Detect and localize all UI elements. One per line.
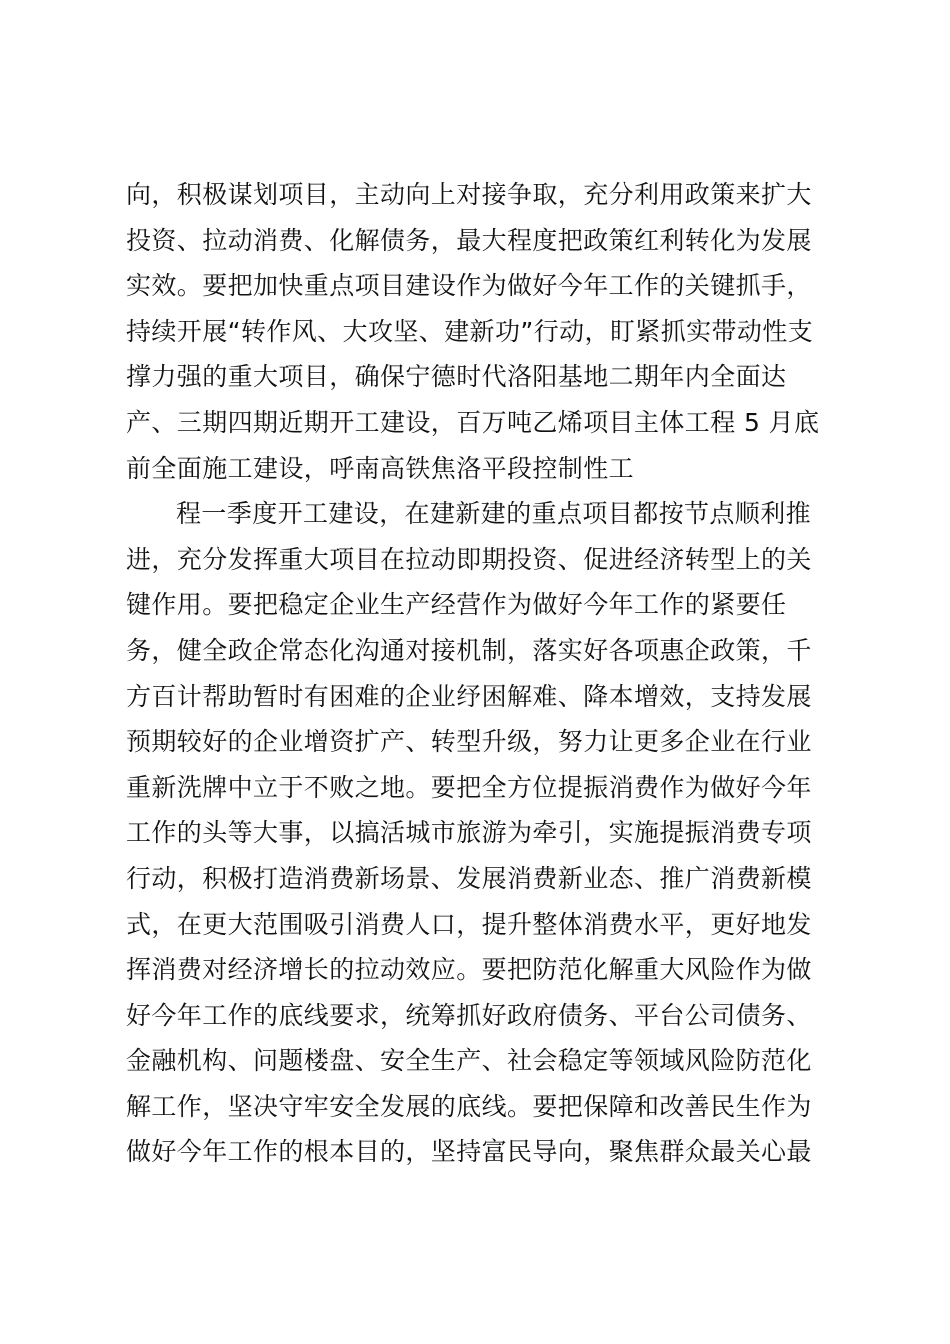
text-line: 做好今年工作的根本目的，坚持富民导向，聚焦群众最关心最 [126, 1137, 812, 1167]
text-line: 方百计帮助暂时有困难的企业纾困解难、降本增效，支持发展 [126, 681, 812, 711]
body-text [126, 172, 826, 1175]
text-line: 投资、拉动消费、化解债务，最大程度把政策红利转化为发展 [126, 225, 812, 255]
text-line: 产、三期四期近期开工建设，百万吨乙烯项目主体工程 5 月底 [126, 407, 820, 437]
text-line: 键作用。要把稳定企业生产经营作为做好今年工作的紧要任 [126, 590, 787, 620]
text-line: 解工作，坚决守牢安全发展的底线。要把保障和改善民生作为 [126, 1091, 812, 1121]
text-line: 金融机构、问题楼盘、安全生产、社会稳定等领域风险防范化 [126, 1046, 812, 1076]
text-line: 持续开展“转作风、大攻坚、建新功”行动，盯紧抓实带动性支 [126, 316, 814, 346]
paragraph-first-line: 程一季度开工建设，在建新建的重点项目都按节点顺利推 [176, 499, 812, 529]
text-line: 行动，积极打造消费新场景、发展消费新业态、推广消费新模 [126, 863, 812, 893]
text-line: 好今年工作的底线要求，统筹抓好政府债务、平台公司债务、 [126, 1000, 812, 1030]
text-line: 实效。要把加快重点项目建设作为做好今年工作的关键抓手， [126, 271, 812, 301]
text-line: 向，积极谋划项目，主动向上对接争取，充分利用政策来扩大 [126, 180, 812, 209]
text-line: 挥消费对经济增长的拉动效应。要把防范化解重大风险作为做 [126, 955, 812, 985]
text-line: 重新洗牌中立于不败之地。要把全方位提振消费作为做好今年 [126, 772, 812, 802]
text-line: 预期较好的企业增资扩产、转型升级，努力让更多企业在行业 [126, 727, 812, 757]
text-line: 务，健全政企常态化沟通对接机制，落实好各项惠企政策，千 [126, 635, 812, 665]
text-line: 撑力强的重大项目，确保宁德时代洛阳基地二期年内全面达 [126, 362, 787, 392]
text-line: 式，在更大范围吸引消费人口，提升整体消费水平，更好地发 [126, 909, 812, 939]
text-line: 工作的头等大事，以搞活城市旅游为牵引，实施提振消费专项 [126, 818, 812, 848]
text-line: 进，充分发挥重大项目在拉动即期投资、促进经济转型上的关 [126, 544, 812, 574]
text-line: 前全面施工建设，呼南高铁焦洛平段控制性工 [126, 453, 635, 483]
